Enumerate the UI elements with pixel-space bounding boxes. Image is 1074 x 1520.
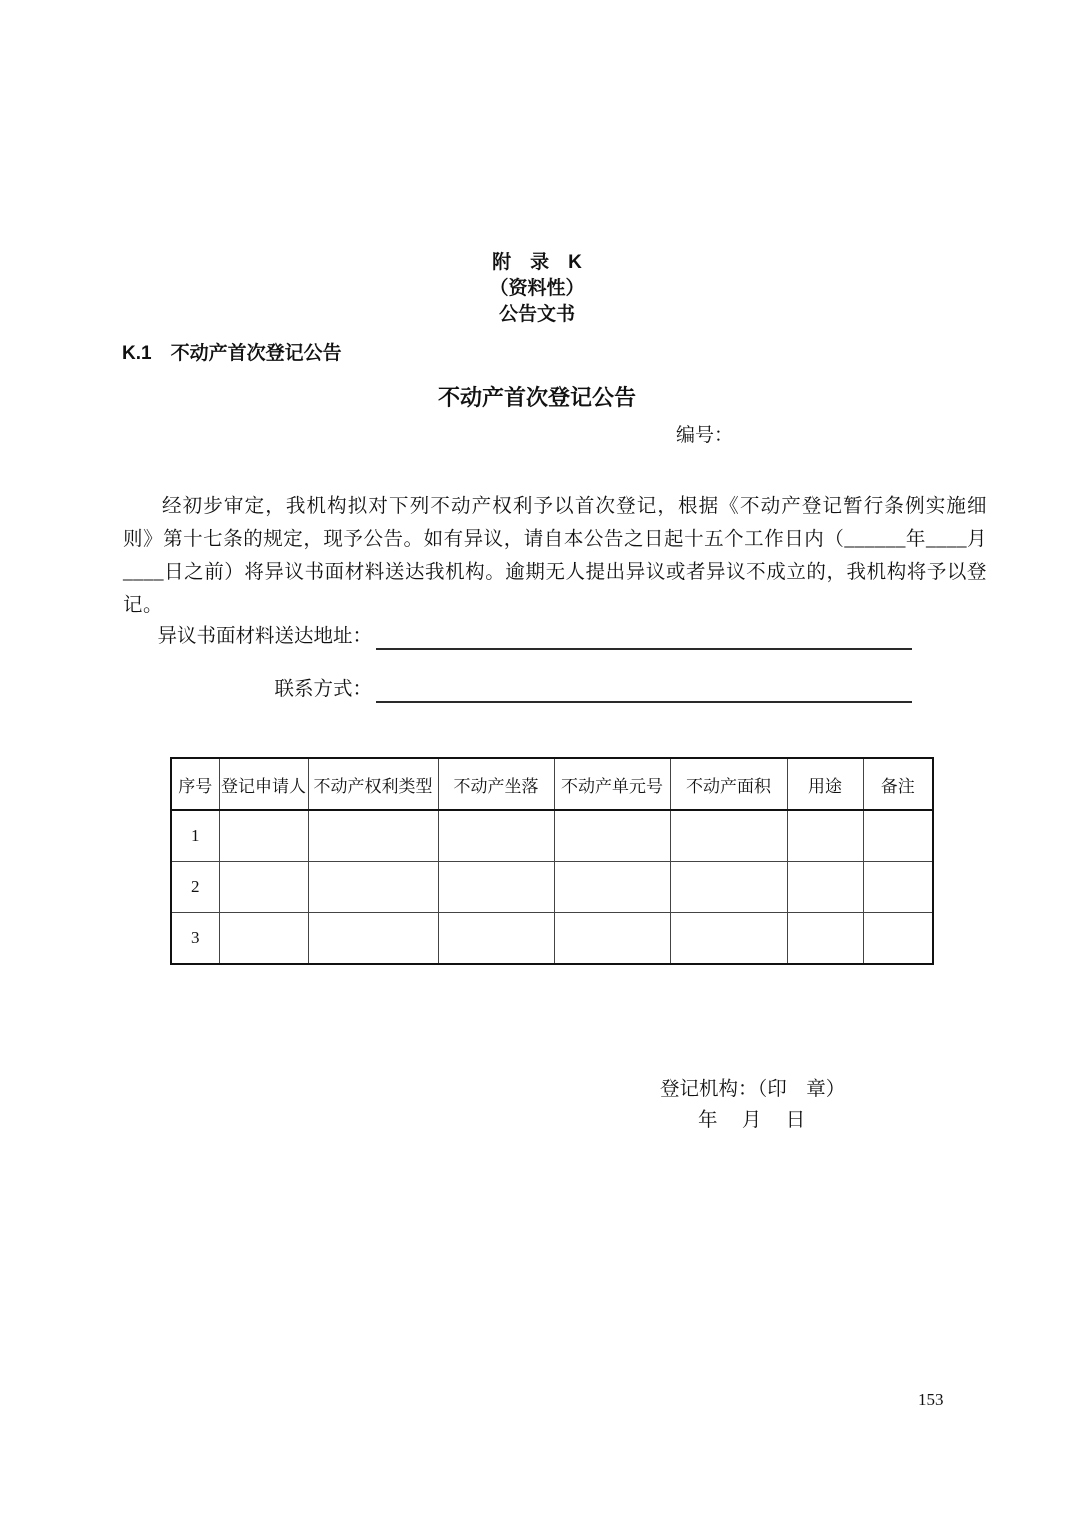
table-cell (438, 862, 554, 913)
notice-number-label: 编号： (676, 425, 734, 446)
table-cell (219, 862, 308, 913)
table-header-row (171, 758, 933, 810)
column-header-unit-number: 不动产单元号 (554, 758, 670, 810)
table-cell (863, 862, 933, 913)
table-cell (787, 862, 863, 913)
column-header-location: 不动产坐落 (438, 758, 554, 810)
signature-block (660, 1074, 845, 1136)
date-line: 年 月 日 (698, 1110, 806, 1131)
column-header-usage: 用途 (787, 758, 863, 810)
table-cell (554, 913, 670, 965)
address-blank-line (376, 622, 912, 650)
section-heading: K.1 不动产首次登记公告 (122, 343, 342, 364)
appendix-title-line2: （资料性） (489, 278, 585, 299)
table-row (171, 913, 933, 965)
table-row (171, 862, 933, 913)
table-cell (219, 810, 308, 862)
notice-title: 不动产首次登记公告 (437, 385, 636, 410)
table-cell (554, 810, 670, 862)
agency-seal-line: 登记机构：（印 章） (660, 1079, 846, 1100)
appendix-title-line3: 公告文书 (498, 304, 575, 325)
appendix-title-block (0, 250, 1074, 328)
column-header-right-type: 不动产权利类型 (308, 758, 438, 810)
table-cell (438, 913, 554, 965)
address-row (157, 620, 912, 650)
table-cell (308, 862, 438, 913)
table-cell (308, 913, 438, 965)
notice-body-paragraph: 经初步审定，我机构拟对下列不动产权利予以首次登记，根据《不动产登记暂行条例实施细则》第十七条的规定，现予公告。如有异议，请自本公告之日起十五个工作日内（______年____月____日之前）将异议书面材料送达我机构。逾期无人提出异议或者异议不成立的，我机构将予以登记。 (123, 496, 987, 616)
column-header-remarks: 备注 (863, 758, 933, 810)
table-cell (787, 810, 863, 862)
table-cell (438, 810, 554, 862)
announcement-table (170, 757, 934, 965)
column-header-area: 不动产面积 (670, 758, 787, 810)
row-number-cell: 2 (171, 862, 219, 913)
page-number: 153 (918, 1390, 944, 1409)
table-cell (670, 913, 787, 965)
table-row (171, 810, 933, 862)
table-cell (308, 810, 438, 862)
row-number-cell: 3 (171, 913, 219, 965)
address-label: 异议书面材料送达地址： (157, 626, 372, 647)
contact-row (157, 673, 912, 703)
contact-label: 联系方式： (274, 679, 372, 700)
column-header-applicant: 登记申请人 (219, 758, 308, 810)
table-cell (219, 913, 308, 965)
table-cell (670, 862, 787, 913)
table-cell (670, 810, 787, 862)
table-cell (863, 913, 933, 965)
table-cell (554, 862, 670, 913)
appendix-title-line1: 附 录 K (492, 252, 582, 273)
column-header-index: 序号 (171, 758, 219, 810)
row-number-cell: 1 (171, 810, 219, 862)
table-cell (863, 810, 933, 862)
contact-blank-line (376, 675, 912, 703)
table-cell (787, 913, 863, 965)
